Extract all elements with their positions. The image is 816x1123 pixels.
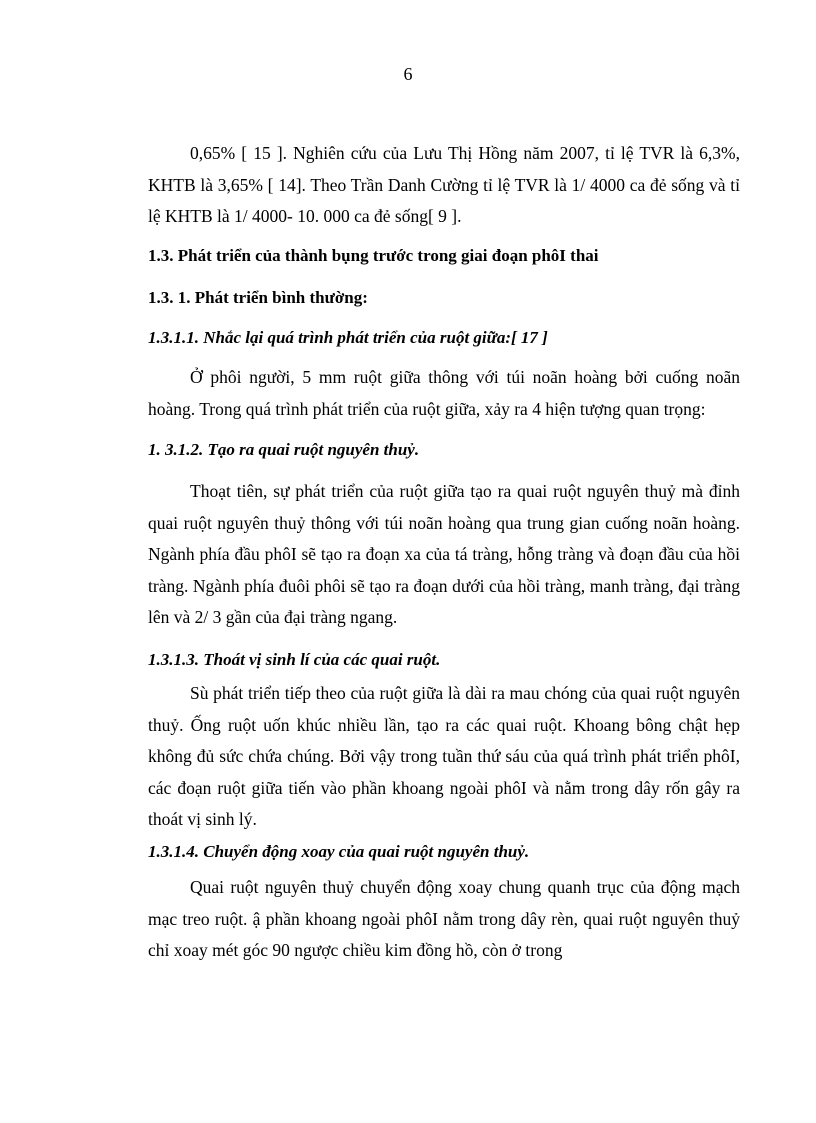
heading-section-1-3-1-1: 1.3.1.1. Nhắc lại quá trình phát triển của ruột giữa:[ 17 ]	[148, 328, 548, 347]
heading-section-1-3-1: 1.3. 1. Phát triển bình thường:	[148, 288, 368, 307]
heading-section-1-3-1-2: 1. 3.1.2. Tạo ra quai ruột nguyên thuỷ.	[148, 440, 420, 459]
paragraph-1-3-1-2: Thoạt tiên, sự phát triển của ruột giữa tạo ra quai ruột nguyên thuỷ mà đỉnh quai ruột nguyên thuỷ thông với túi noãn hoàng qua trung gian cuống noãn hoàng. Ngành phía đầu phôI sẽ tạo ra đoạn xa của tá tràng, hỗng tràng và đoạn đầu của hồi tràng. Ngành phía đuôi phôi sẽ tạo ra đoạn dưới của hồi tràng, manh tràng, đại tràng lên và 2/ 3 gần của đại tràng ngang.	[148, 481, 740, 627]
page-number: 6	[403, 64, 413, 84]
paragraph-1-3-1-1: Ở phôi người, 5 mm ruột giữa thông với túi noãn hoàng bởi cuống noãn hoàng. Trong quá trình phát triển của ruột giữa, xảy ra 4 hiện tượng quan trọng:	[148, 367, 740, 419]
paragraph-intro: 0,65% [ 15 ]. Nghiên cứu của Lưu Thị Hồng năm 2007, tỉ lệ TVR là 6,3%, KHTB là 3,65% [ 14]. Theo Trần Danh Cường tỉ lệ TVR là 1/ 4000 ca đẻ sống và tỉ lệ KHTB là 1/ 4000- 10. 000 ca đẻ sống[ 9 ].	[148, 143, 740, 226]
heading-section-1-3-1-4: 1.3.1.4. Chuyển động xoay của quai ruột nguyên thuỷ.	[148, 842, 530, 861]
heading-section-1-3: 1.3. Phát triển của thành bụng trước trong giai đoạn phôI thai	[148, 246, 599, 265]
heading-section-1-3-1-3: 1.3.1.3. Thoát vị sinh lí của các quai ruột.	[148, 650, 441, 669]
paragraph-1-3-1-3: Sù phát triển tiếp theo của ruột giữa là dài ra mau chóng của quai ruột nguyên thuỷ. Ống ruột uốn khúc nhiều lần, tạo ra các quai ruột. Khoang bông chật hẹp không đủ sức chứa chúng. Bởi vậy trong tuần thứ sáu của quá trình phát triển phôI, các đoạn ruột giữa tiến vào phần khoang ngoài phôI và nằm trong dây rốn gây ra thoát vị sinh lý.	[148, 683, 740, 829]
paragraph-1-3-1-4: Quai ruột nguyên thuỷ chuyển động xoay chung quanh trục của động mạch mạc treo ruột. ậ phần khoang ngoài phôI nằm trong dây rèn, quai ruột nguyên thuỷ chỉ xoay mét góc 90 ngược chiều kim đồng hồ, còn ở trong	[148, 877, 740, 960]
